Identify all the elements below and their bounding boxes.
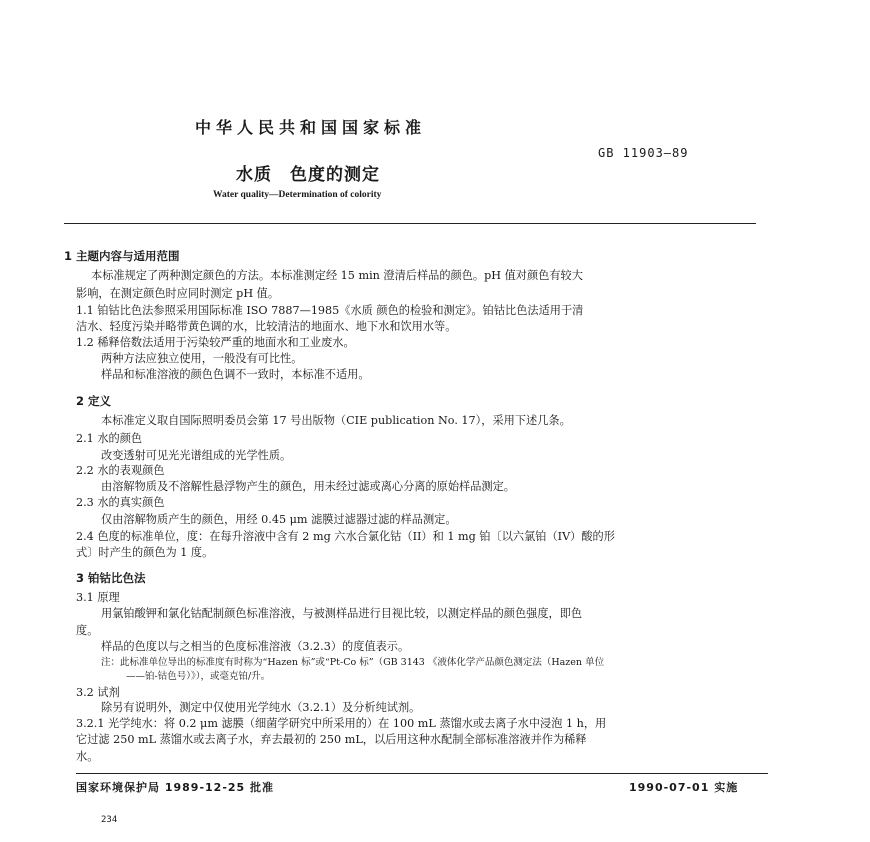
- header-divider: [64, 223, 756, 224]
- text-line: 它过滤 250 mL 蒸馏水或去离子水，弃去最初的 250 mL，以后用这种水配制全部标准溶液并作为稀释: [76, 733, 587, 746]
- text-line: 度。: [76, 624, 99, 637]
- subsection-heading: 2.2 水的表观颜色: [76, 464, 165, 477]
- section-heading: 3 铂钴比色法: [76, 571, 146, 585]
- title-part-water-quality: 水质: [236, 165, 272, 185]
- approval-date: 国家环境保护局 1989-12-25 批准: [76, 781, 275, 794]
- text-line: 由溶解物质及不溶解性悬浮物产生的颜色，用未经过滤或离心分离的原始样品测定。: [101, 480, 515, 493]
- text-line: 洁水、轻度污染并略带黄色调的水，比较清洁的地面水、地下水和饮用水等。: [76, 320, 457, 333]
- text-line: 两种方法应独立使用，一般没有可比性。: [101, 352, 303, 365]
- text-line: 样品的色度以与之相当的色度标准溶液（3.2.3）的度值表示。: [101, 640, 410, 653]
- title-part-determination: 色度的测定: [290, 165, 380, 185]
- english-title: Water quality—Determination of colority: [213, 190, 382, 200]
- document-title: [236, 160, 380, 185]
- text-line: 仅由溶解物质产生的颜色，用经 0.45 μm 滤膜过滤器过滤的样品测定。: [101, 513, 457, 526]
- national-standard-heading: 中华人民共和国国家标准: [195, 118, 427, 137]
- subsection-heading: 3.1 原理: [76, 591, 120, 604]
- text-line: 3.2.1 光学纯水：将 0.2 μm 滤膜（细菌学研究中所采用的）在 100 mL 蒸馏水或去离子水中浸泡 1 h，用: [76, 717, 607, 730]
- text-line: 1.2 稀释倍数法适用于污染较严重的地面水和工业废水。: [76, 336, 355, 349]
- subsection-heading: 2.3 水的真实颜色: [76, 496, 165, 509]
- page-number: 234: [101, 815, 118, 825]
- implementation-date: 1990-07-01 实施: [629, 781, 739, 794]
- note-line: ——铂-钴色号）》），或毫克铂/升。: [126, 671, 271, 682]
- text-line: 本标准规定了两种测定颜色的方法。本标准测定经 15 min 澄清后样品的颜色。pH 值对颜色有较大: [91, 269, 583, 282]
- text-line: 用氯铂酸钾和氯化钴配制颜色标准溶液，与被测样品进行目视比较，以测定样品的颜色强度，即色: [101, 607, 583, 620]
- text-line: 2.4 色度的标准单位，度：在每升溶液中含有 2 mg 六水合氯化钴（II）和 1 mg 铂〔以六氯铂（IV）酸的形: [76, 530, 615, 543]
- standard-number: GB 11903—89: [598, 146, 689, 160]
- text-line: 改变透射可见光光谱组成的光学性质。: [101, 449, 292, 462]
- subsection-heading: 3.2 试剂: [76, 686, 120, 699]
- text-line: 影响，在测定颜色时应同时测定 pH 值。: [76, 287, 280, 300]
- text-line: 样品和标准溶液的颜色色调不一致时，本标准不适用。: [101, 368, 370, 381]
- text-line: 式〕时产生的颜色为 1 度。: [76, 546, 214, 559]
- text-line: 1.1 铂钴比色法参照采用国际标准 ISO 7887—1985《水质 颜色的检验和测定》。铂钴比色法适用于清: [76, 304, 584, 317]
- section-heading: 1 主题内容与适用范围: [64, 249, 180, 263]
- note-line: 注：此标准单位导出的标准度有时称为“Hazen 标”或“Pt-Co 标”（GB 3143 《液体化学产品颜色测定法（Hazen 单位: [101, 657, 605, 668]
- text-line: 本标准定义取自国际照明委员会第 17 号出版物（CIE publication No. 17），采用下述几条。: [101, 414, 571, 427]
- text-line: 水。: [76, 750, 99, 763]
- text-line: 除另有说明外，测定中仅使用光学纯水（3.2.1）及分析纯试剂。: [101, 701, 421, 714]
- section-heading: 2 定义: [76, 394, 112, 408]
- footer-divider: [76, 773, 768, 774]
- subsection-heading: 2.1 水的颜色: [76, 432, 143, 445]
